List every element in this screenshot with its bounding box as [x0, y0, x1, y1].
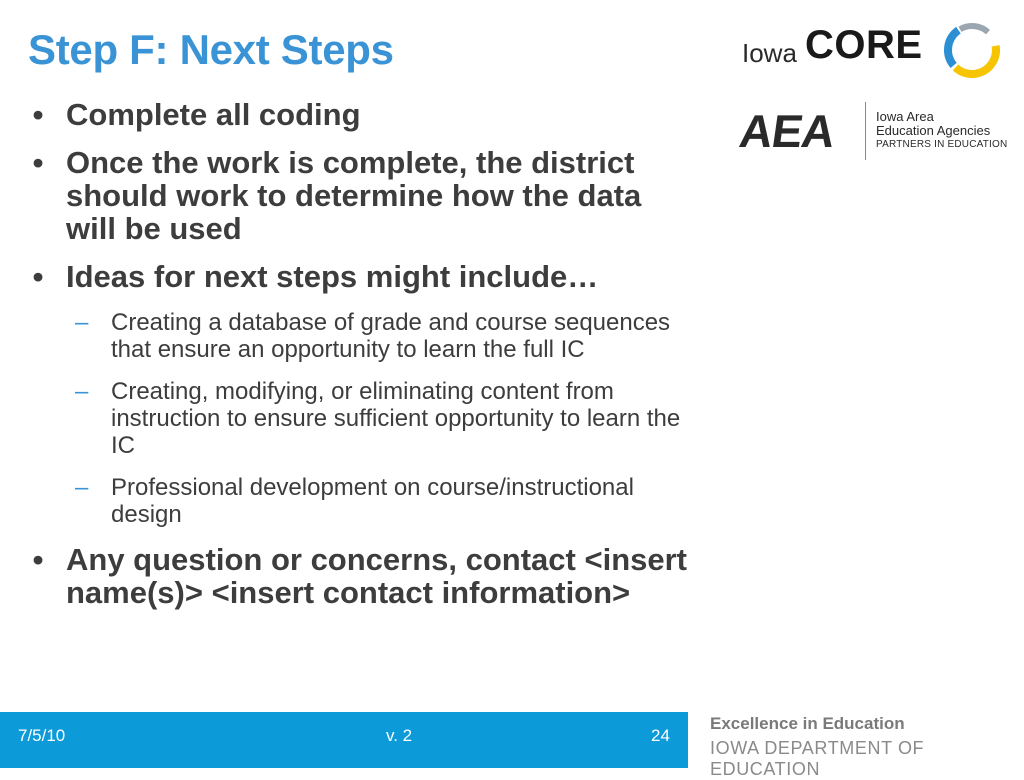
aea-logo: [736, 100, 1020, 162]
sub-bullet-item: [28, 309, 688, 363]
footer-version: v. 2: [386, 726, 413, 745]
bullet-icon: •: [32, 542, 44, 577]
sub-bullet-item: [28, 378, 688, 459]
footer-department: IOWA DEPARTMENT OF EDUCATION: [710, 738, 925, 779]
aea-line-2: Education Agencies: [876, 123, 991, 138]
bullet-icon: •: [32, 145, 44, 180]
iowa-core-logo-core: CORE: [805, 23, 923, 67]
sub-bullet-text: Creating, modifying, or eliminating content from instruction to ensure sufficient opportunity to learn the IC: [111, 378, 681, 459]
iowa-core-logo-iowa: Iowa: [742, 38, 797, 68]
sub-bullet-item: [28, 474, 688, 528]
slide-title: Step F: Next Steps: [28, 26, 394, 73]
footer-date: 7/5/10: [18, 726, 66, 745]
iowa-core-logo: [740, 14, 1010, 86]
logo-divider: [865, 102, 866, 160]
aea-logo-mark: AEA: [736, 105, 838, 157]
bullet-text: Any question or concerns, contact <insert name(s)> <insert contact information>: [66, 542, 687, 610]
swirl-icon: [938, 16, 1008, 82]
bullet-item: [28, 543, 688, 609]
bullet-text: Once the work is complete, the district should work to determine how the data will be used: [66, 145, 642, 246]
footer-bar: [0, 712, 688, 768]
bullet-text: Complete all coding: [66, 97, 361, 132]
bullet-item: [28, 98, 688, 131]
bullet-icon: •: [32, 97, 44, 132]
footer-tagline: Excellence in Education: [710, 714, 905, 733]
bullet-item: [28, 146, 688, 245]
sub-bullet-list: [28, 309, 688, 528]
dash-icon: –: [75, 378, 89, 405]
aea-logo-names: [876, 110, 1007, 152]
bullet-text: Ideas for next steps might include…: [66, 259, 599, 294]
bullet-icon: •: [32, 259, 44, 294]
aea-line-3: PARTNERS IN EDUCATION: [876, 139, 1008, 150]
dash-icon: –: [75, 474, 89, 501]
aea-line-1: Iowa Area: [876, 109, 934, 124]
bullet-list: [28, 98, 688, 624]
sub-bullet-text: Creating a database of grade and course sequences that ensure an opportunity to learn the full IC: [111, 309, 671, 363]
sub-bullet-text: Professional development on course/instructional design: [111, 474, 634, 528]
footer-page-number: 24: [651, 726, 670, 745]
dash-icon: –: [75, 309, 89, 336]
bullet-item: [28, 260, 688, 528]
